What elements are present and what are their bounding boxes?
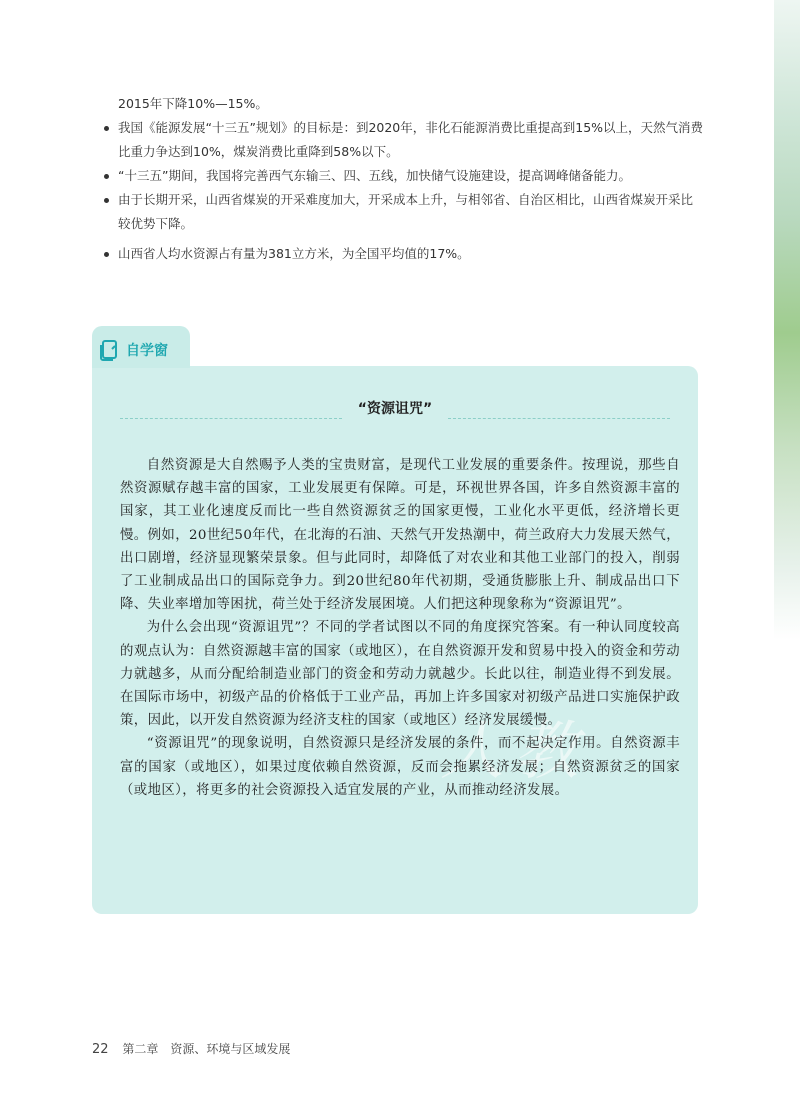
panel-body <box>120 454 680 802</box>
bullet-text: 我国《能源发展“十三五”规划》的目标是：到2020年，非化石能源消费比重提高到15%以上，天然气消费比重力争达到10%，煤炭消费比重降到58%以下。 <box>118 120 704 159</box>
paragraph: 为什么会出现“资源诅咒”？不同的学者试图以不同的角度探究答案。有一种认同度较高的观点认为：自然资源越丰富的国家（或地区），在自然资源开发和贸易中投入的资金和劳动力就越多，从而分配给制造业部门的资金和劳动力就越少。长此以往，制造业得不到发展。在国际市场中，初级产品的价格低于工业产品，再加上许多国家对初级产品进口实施保护政策，因此，以开发自然资源为经济支柱的国家（或地区）经济发展缓慢。 <box>120 620 680 729</box>
paragraph: 自然资源是大自然赐予人类的宝贵财富，是现代工业发展的重要条件。按理说，那些自然资源赋存越丰富的国家，工业发展更有保障。可是，环视世界各国，许多自然资源丰富的国家，其工业化速度反而比一些自然资源贫乏的国家更慢，工业化水平更低，经济增长更慢。例如，20世纪50年代，在北海的石油、天然气开发热潮中，荷兰政府大力发展天然气，出口剧增，经济显现繁荣景象。但与此同时，却降低了对农业和其他工业部门的投入，削弱了工业制成品出口的国际竞争力。到20世纪80年代初期，受通货膨胀上升、制成品出口下降、失业率增加等困扰，荷兰处于经济发展困境。人们把这种现象称为“资源诅咒”。 <box>120 458 680 613</box>
paragraph: “资源诅咒”的现象说明，自然资源只是经济发展的条件，而不起决定作用。自然资源丰富的国家（或地区），如果过度依赖自然资源，反而会拖累经济发展；自然资源贫乏的国家（或地区），将更多的社会资源投入适宜发展的产业，从而推动经济发展。 <box>120 736 680 798</box>
panel-title: “资源诅咒” <box>357 401 433 417</box>
bullet-item <box>104 116 704 164</box>
bullet-item <box>104 188 704 236</box>
page-number: 22 <box>92 1042 109 1057</box>
watermark-decoration: 人教 <box>440 715 588 789</box>
book-pages-icon <box>98 338 122 362</box>
bullet-dot-icon <box>104 198 109 203</box>
bullet-dot-icon <box>104 126 109 131</box>
bullet-text: 山西省人均水资源占有量为381立方米，为全国平均值的17%。 <box>118 246 470 261</box>
bullet-continuation: 2015年下降10%—15%。 <box>118 96 268 111</box>
edge-landscape-strip <box>774 0 800 640</box>
page-footer <box>92 1040 290 1057</box>
bullet-text: 由于长期开采，山西省煤炭的开采难度加大，开采成本上升，与相邻省、自治区相比，山西省煤炭开采比较优势下降。 <box>118 192 694 231</box>
title-divider-right <box>448 418 670 419</box>
bullet-text: “十三五”期间，我国将完善西气东输三、四、五线，加快储气设施建设，提高调峰储备能力。 <box>118 168 631 183</box>
bullet-item <box>104 242 704 266</box>
bullet-dot-icon <box>104 252 109 257</box>
bullet-list <box>104 92 704 266</box>
bullet-item <box>104 164 704 188</box>
self-study-tab-label: 自学窗 <box>126 343 168 359</box>
bullet-dot-icon <box>104 174 109 179</box>
title-divider-left <box>120 418 342 419</box>
chapter-title: 第二章 资源、环境与区域发展 <box>122 1042 291 1056</box>
